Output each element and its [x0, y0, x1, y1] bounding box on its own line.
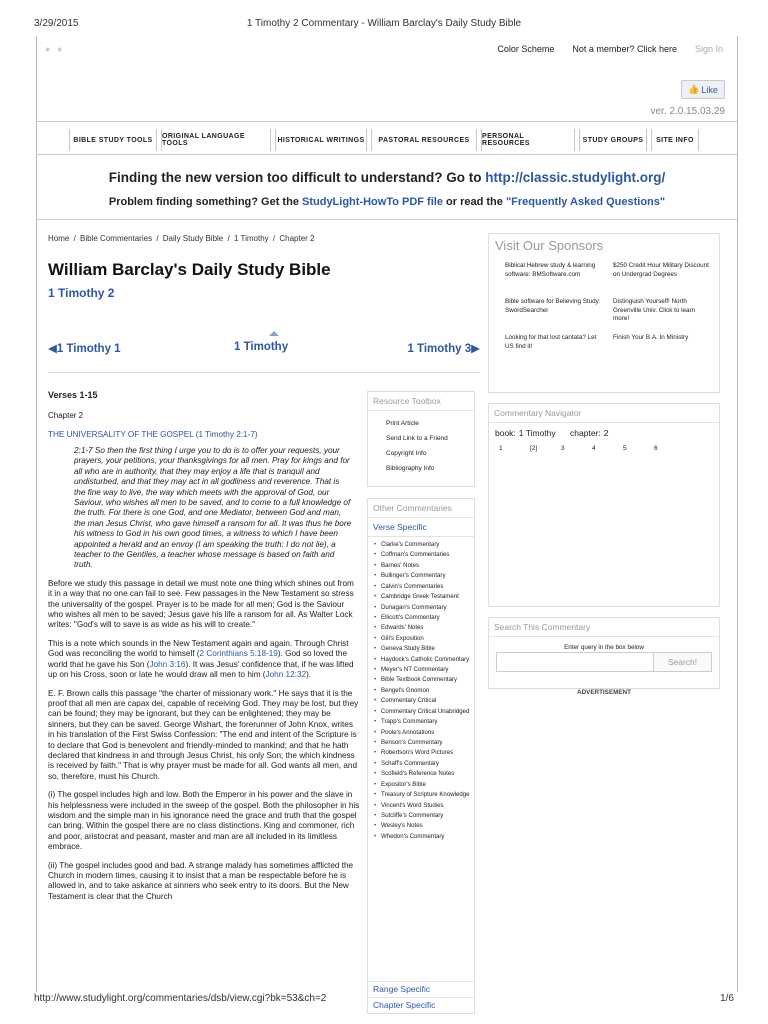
- book-select[interactable]: 1 Timothy: [518, 428, 556, 438]
- top-bar: [37, 36, 737, 126]
- breadcrumb-home[interactable]: Home: [48, 234, 70, 243]
- chapter-label: Chapter 2: [48, 411, 84, 421]
- commentary-navigator: [488, 403, 720, 607]
- search-input[interactable]: [497, 653, 653, 671]
- navigator-title: Commentary Navigator: [489, 404, 719, 423]
- chapter-list: [489, 443, 719, 454]
- triangle-right-icon: ▶: [471, 343, 480, 355]
- faq-link[interactable]: "Frequently Asked Questions": [505, 196, 666, 208]
- current-book-link[interactable]: 1 Timothy: [234, 341, 289, 353]
- not-member-link[interactable]: Not a member? Click here: [572, 44, 677, 54]
- chapter-link[interactable]: 3: [561, 445, 565, 452]
- notice-line-2: Problem finding something? Get the StudyLight-HowTo PDF file or read the "Frequently Asked Questions": [108, 196, 666, 208]
- chapter-select[interactable]: 2: [603, 428, 609, 438]
- list-item[interactable]: • Whedon's Commentary: [374, 833, 474, 840]
- list-item[interactable]: • Coffman's Commentaries: [374, 551, 474, 558]
- list-item[interactable]: • Meyer's NT Commentary: [374, 666, 474, 673]
- search-button[interactable]: Search!: [653, 653, 711, 671]
- paragraph: (ii) The gospel includes good and bad. A strange malady has sometimes afflicted the Church in modern times, causing it to insist that a man be respectable before he is allowed in, and to take askance at sinners who seek entry to its doors. But the New Testament is clear that the Church: [48, 860, 354, 901]
- nav-pastoral-resources[interactable]: PASTORAL RESOURCES: [371, 129, 477, 151]
- top-links: [497, 44, 723, 54]
- scripture-ref-link[interactable]: John 12:32: [265, 670, 307, 680]
- print-title: 1 Timothy 2 Commentary - William Barclay's Daily Study Bible: [246, 18, 522, 29]
- thumbs-up-icon: 👍: [688, 84, 700, 94]
- list-item[interactable]: • Trapp's Commentary: [374, 718, 474, 725]
- triangle-left-icon: ◀: [48, 343, 57, 355]
- nav-original-language-tools[interactable]: ORIGINAL LANGUAGE TOOLS: [161, 129, 271, 151]
- send-link-link[interactable]: Send Link to a Friend: [386, 435, 448, 442]
- print-article-link[interactable]: Print Article: [386, 420, 419, 427]
- like-label: Like: [701, 84, 718, 95]
- tab-range-specific[interactable]: Range Specific: [368, 981, 474, 996]
- search-title: Search This Commentary: [489, 618, 719, 637]
- breadcrumb-1-timothy[interactable]: 1 Timothy: [233, 234, 269, 243]
- section-heading: THE UNIVERSALITY OF THE GOSPEL (1 Timothy 2:1-7): [48, 429, 258, 439]
- book-chapter-row: book: 1 Timothy chapter: 2: [495, 428, 609, 438]
- divider: [48, 372, 480, 373]
- bibliography-info-link[interactable]: Bibliography Info: [386, 465, 435, 472]
- other-commentaries-title: Other Commentaries: [368, 499, 474, 518]
- print-date: 3/29/2015: [34, 18, 79, 29]
- resource-toolbox: [367, 391, 475, 487]
- list-item[interactable]: • Clarke's Commentary: [374, 541, 474, 548]
- howto-pdf-link[interactable]: StudyLight-HowTo PDF file: [302, 196, 443, 208]
- list-item[interactable]: • Poole's Annotations: [374, 729, 474, 736]
- commentary-list: [368, 537, 474, 840]
- list-item[interactable]: • Robertson's Word Pictures: [374, 749, 474, 756]
- toolbox-title: Resource Toolbox: [368, 392, 474, 411]
- list-item[interactable]: • Commentary Critical Unabridged: [374, 708, 474, 715]
- chapter-link[interactable]: 1: [499, 445, 503, 452]
- article-body: [48, 390, 360, 910]
- list-item[interactable]: • Commentary Critical: [374, 697, 474, 704]
- list-item[interactable]: • Wesley's Notes: [374, 822, 474, 829]
- breadcrumb: Home / Bible Commentaries / Daily Study Bible / 1 Timothy / Chapter 2: [48, 234, 315, 243]
- search-label: Enter query in the box below: [564, 644, 644, 651]
- nav-historical-writings[interactable]: HISTORICAL WRITINGS: [275, 129, 367, 151]
- nav-study-groups[interactable]: STUDY GROUPS: [579, 129, 647, 151]
- sponsor-link[interactable]: $250 Credit Hour Military Discount on Undergrad Degrees: [613, 262, 709, 278]
- breadcrumb-chapter: Chapter 2: [279, 234, 315, 243]
- search-box: [488, 617, 720, 689]
- tab-verse-specific[interactable]: Verse Specific: [368, 518, 474, 537]
- paragraph: E. F. Brown calls this passage "the charter of missionary work." He says that it is the proof that all men are capax dei, capable of receiving God. They may be lost, but they can be found; they may be ignorant, but they can be enlightened; they may be sinners, but they can be saved. George Wishart, the forerunner of John Knox, writes in his translation of the First Swiss Confession: "The end and intent of the Scripture is to declare that God is benevolent and friendly-minded to mankind; and that he hath declared that kindness in and through Jesus Christ, his only Son; the which kindness is received by faith." That is why prayer must be made for all. God wants all men, and so, therefore, must his Church.: [48, 688, 359, 781]
- list-item[interactable]: • Dunagan's Commentary: [374, 604, 474, 611]
- sponsor-link[interactable]: Biblical Hebrew study & learning software: BMSoftware.com: [505, 262, 596, 278]
- scripture-ref-link[interactable]: 2 Corinthians 5:18-19: [199, 649, 278, 659]
- list-item[interactable]: • Vincent's Word Studies: [374, 802, 474, 809]
- list-item[interactable]: • Calvin's Commentaries: [374, 583, 474, 590]
- sponsor-link[interactable]: Distinguish Yourself! North Greenville Univ. Click to learn more!: [613, 298, 696, 322]
- chapter-link[interactable]: 4: [592, 445, 596, 452]
- print-page-number: 1/6: [720, 993, 734, 1004]
- list-item[interactable]: • Haydock's Catholic Commentary: [374, 656, 474, 663]
- classic-site-link[interactable]: http://classic.studylight.org/: [485, 170, 666, 185]
- list-item[interactable]: • Schaff's Commentary: [374, 760, 474, 767]
- list-item[interactable]: • Barnes' Notes: [374, 562, 474, 569]
- chapter-link[interactable]: 6: [654, 445, 658, 452]
- paragraph: Before we study this passage in detail we must note one thing which shines out from it in a way that no one can fail to see. Few passages in the New Testament so stress the universality of the gospel. Prayer is to be made for all men; God is the Saviour who wishes all men to be saved; Jesus gave his life a ransom for all. As Walter Lock writes: "God's will to save is as wide as his will to create.": [48, 578, 354, 630]
- sign-in-link[interactable]: Sign In: [694, 44, 723, 54]
- list-item[interactable]: • Geneva Study Bible: [374, 645, 474, 652]
- list-item[interactable]: • Gill's Exposition: [374, 635, 474, 642]
- paragraph: (i) The gospel includes high and low. Both the Emperor in his power and the slave in his helplessness were included in the sweep of the gospel. Both the philosopher in his wisdom and the simple man in his ignorance need the grace and truth that the gospel can bring. Within the gospel there are no class distinctions. King and commoner, rich and poor, aristocrat and peasant, master and man are all included in its limitless embrace.: [48, 790, 360, 852]
- color-scheme-link[interactable]: Color Scheme: [497, 44, 555, 54]
- tab-chapter-specific[interactable]: Chapter Specific: [368, 997, 474, 1012]
- page-subtitle: 1 Timothy 2: [48, 286, 115, 300]
- notice-banner: [37, 158, 737, 220]
- nav-site-info[interactable]: SITE INFO: [651, 129, 699, 151]
- page-title: William Barclay's Daily Study Bible: [48, 260, 331, 279]
- verses-heading: Verses 1-15: [48, 390, 98, 400]
- paragraph: This is a note which sounds in the New Testament again and again. Through Christ God was reconciling the world to himself (2 Corinthians 5:18-19). God so loved the world that he gave his Son (John 3:16). It was Jesus' confidence that, if he was lifted up on his Cross, soon or late he would draw all men to him (John 12:32).: [48, 638, 354, 680]
- list-item[interactable]: • Expositor's Bible: [374, 781, 474, 788]
- chapter-link[interactable]: [2]: [530, 445, 538, 452]
- advertisement-label: ADVERTISEMENT: [577, 689, 631, 696]
- list-item[interactable]: • Cambridge Greek Testament: [374, 593, 474, 600]
- copyright-info-link[interactable]: Copyright Info: [386, 450, 427, 457]
- next-chapter-link[interactable]: 1 Timothy 3▶: [407, 343, 480, 355]
- breadcrumb-daily-study-bible[interactable]: Daily Study Bible: [162, 234, 224, 243]
- list-item[interactable]: • Sutcliffe's Commentary: [374, 812, 474, 819]
- notice-line-1: Finding the new version too difficult to understand? Go to http://classic.studylight.org/: [108, 170, 666, 185]
- list-item[interactable]: • Treasury of Scripture Knowledge: [374, 791, 474, 798]
- main-nav: [37, 121, 737, 155]
- other-commentaries: [367, 498, 475, 1014]
- print-url: http://www.studylight.org/commentaries/dsb/view.cgi?bk=53&ch=2: [34, 993, 327, 1004]
- list-item[interactable]: • Edwards' Notes: [374, 624, 474, 631]
- list-item[interactable]: • Scofield's Reference Notes: [374, 770, 474, 777]
- chapter-link[interactable]: 5: [623, 445, 627, 452]
- list-item[interactable]: • Ellicott's Commentary: [374, 614, 474, 621]
- nav-bible-study-tools[interactable]: BIBLE STUDY TOOLS: [69, 129, 157, 151]
- breadcrumb-bible-commentaries[interactable]: Bible Commentaries: [80, 234, 153, 243]
- triangle-up-icon[interactable]: [269, 331, 279, 336]
- sponsor-link[interactable]: Looking for that lost cantata? Let US find it!: [505, 334, 597, 350]
- list-item[interactable]: • Bullinger's Commentary: [374, 572, 474, 579]
- list-item[interactable]: • Bible Textbook Commentary: [374, 676, 474, 683]
- scripture-ref-link[interactable]: John 3:16: [149, 659, 186, 669]
- chapter-nav: [48, 341, 480, 359]
- scripture-ref-link[interactable]: (1 Timothy 2:1-7): [195, 429, 258, 439]
- list-item[interactable]: • Benson's Commentary: [374, 739, 474, 746]
- version-label: ver. 2.0.15.03.29: [650, 106, 725, 117]
- list-item[interactable]: • Bengel's Gnomon: [374, 687, 474, 694]
- search-row: [496, 652, 712, 672]
- print-footer: [0, 992, 768, 1024]
- print-header: [0, 0, 768, 32]
- sponsor-link[interactable]: Bible software for Believing Study: SwordSearcher: [505, 298, 601, 314]
- logo[interactable]: ● ●: [45, 44, 65, 54]
- nav-personal-resources[interactable]: PERSONAL RESOURCES: [481, 129, 575, 151]
- scripture-quote: 2:1-7 So then the first thing I urge you to do is to offer your requests, your prayers, your petitions, your thanksgivings for all men. Pray for kings and for all who are in authority, that they may enjoy a life that is tranquil and undisturbed, and that they may act in all godliness and reverence. That is the fine way to live, the way which meets with the approval of God, our Saviour, who wishes all men to be saved, and to come to a full knowledge of the truth. For there is one God, and one Mediator, between God and man, the man Jesus Christ, who gave himself a ransom for all. It was thus he bore his witness to God in his own good times, a witness to which I have been appointed a herald and an envoy (I am speaking the truth: I do not lie), a teacher to the Gentiles, a teacher whose message is based on faith and truth.: [74, 445, 352, 570]
- sponsors-title: Visit Our Sponsors: [495, 238, 604, 253]
- prev-chapter-link[interactable]: ◀1 Timothy 1: [48, 343, 121, 355]
- like-button[interactable]: [681, 80, 725, 99]
- sponsors-box: [488, 233, 720, 393]
- sponsor-link[interactable]: Finish Your B.A. In Ministry: [613, 334, 689, 341]
